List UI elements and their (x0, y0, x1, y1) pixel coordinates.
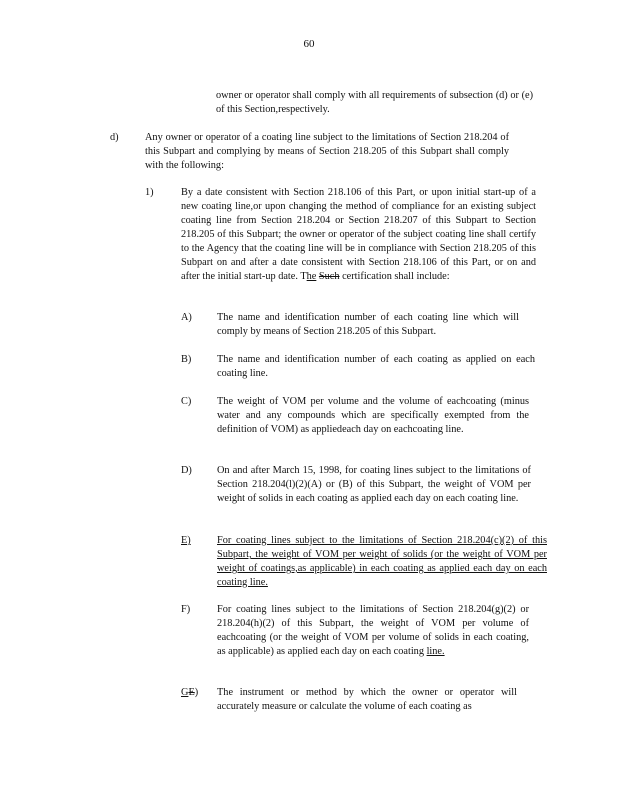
item-f-body: For coating lines subject to the limitations of Section 218.204(g)(2) or 218.204(h)(2) of this Subpart, the weight of VOM per volume of eachcoating (or the weight of VOM per volume of solids in each coating, as applicable) as applied each day on each coating (217, 604, 529, 657)
item-f-label: F) (181, 604, 191, 615)
item-b-label: B) (181, 354, 192, 365)
paragraph-1-label: 1) (145, 187, 154, 198)
item-g-label (181, 686, 198, 700)
item-a-text: The name and identification number of each coating line which will comply by means of Section 218.205 of this Subpart. (217, 312, 519, 337)
item-d-text: On and after March 15, 1998, for coating lines subject to the limitations of Section 218.204(l)(2)(A) or (B) of this Subpart, the weight of VOM per weight of solids in each coating as applied each day on each coating line. (217, 465, 531, 504)
item-g-deleted-letter: E (188, 687, 195, 698)
item-g-paren: ) (194, 687, 199, 698)
paragraph-1-body: By a date consistent with Section 218.106 of this Part, or upon initial start-up of a new coating line,or upon changing the method of compliance for an existing subject coating line from Section 218.204 or Section 218.207 of this Subpart to Section 218.205 of this Subpart; the owner or operator of the subject coating line shall certify to the Agency that the coating line will be in compliance with Section 218.205 of this Subpart on and after a date consistent with Section 218.106 of this Part, or on and after the initial start-up date. T (181, 187, 536, 282)
item-b-text: The name and identification number of each coating as applied on each coating line. (217, 354, 535, 379)
item-f-inserted-tail: line. (426, 646, 445, 657)
item-a-label: A) (181, 312, 192, 323)
item-d-label: D) (181, 465, 192, 476)
page-number: 60 (303, 38, 315, 50)
continuation-text: owner or operator shall comply with all requirements of subsection (d) or (e) of this Section,respectively. (216, 90, 533, 115)
item-e-label: E) (181, 535, 191, 546)
item-e-text: For coating lines subject to the limitations of Section 218.204(c)(2) of this Subpart, the weight of VOM per weight of solids (or the weight of VOM per weight of coatings,as applicable) in each coating as applied each day on each coating line. (217, 535, 547, 588)
subsection-d-text: Any owner or operator of a coating line subject to the limitations of Section 218.204 of this Subpart and complying by means of Section 218.205 of this Subpart shall comply with the following: (145, 132, 509, 171)
item-c-text: The weight of VOM per volume and the volume of eachcoating (minus water and any compounds which are specifically exempted from the definition of VOM) as appliedeach day on eachcoating line. (217, 396, 529, 435)
item-f-text (217, 603, 529, 659)
item-c-label: C) (181, 396, 192, 407)
item-g-text: The instrument or method by which the owner or operator will accurately measure or calculate the volume of each coating as (217, 687, 517, 712)
paragraph-1-tail: certification shall include: (339, 271, 450, 282)
deleted-text: Such (318, 271, 340, 282)
paragraph-1-text (181, 186, 536, 284)
subsection-d-label: d) (110, 132, 119, 143)
inserted-text: he (306, 271, 317, 282)
item-g-inserted-letter: G (181, 687, 189, 698)
